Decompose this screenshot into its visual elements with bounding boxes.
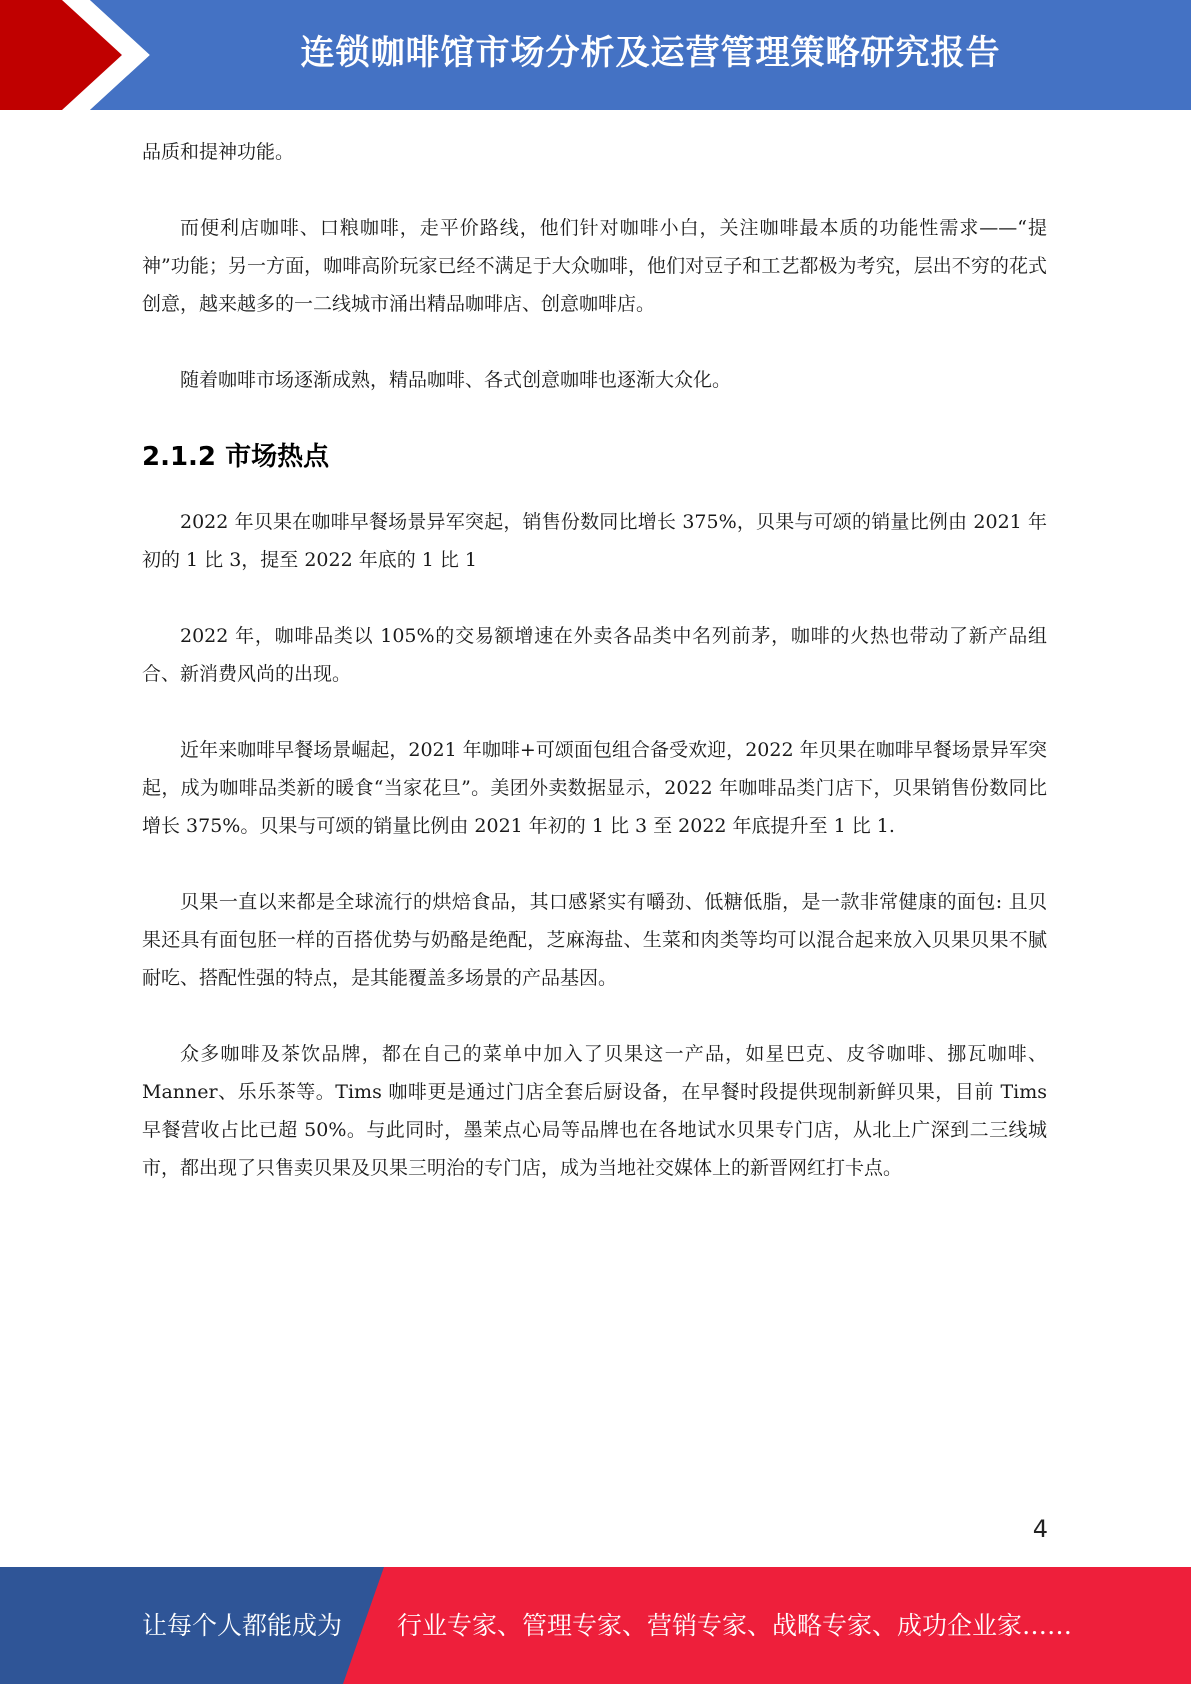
paragraph: 贝果一直以来都是全球流行的烘焙食品，其口感紧实有嚼劲、低糖低脂，是一款非常健康的面包: 且贝果还具有面包胚一样的百搭优势与奶酪是绝配，芝麻海盐、生菜和肉类等均可以混合起来放入贝果贝果不腻耐吃、搭配性强的特点，是其能覆盖多场景的产品基因。 — [142, 891, 1047, 989]
paragraph: 随着咖啡市场逐渐成熟，精品咖啡、各式创意咖啡也逐渐大众化。 — [180, 369, 732, 391]
footer-slogan-left: 让每个人都能成为 — [142, 1611, 343, 1640]
paragraph: 而便利店咖啡、口粮咖啡，走平价路线，他们针对咖啡小白，关注咖啡最本质的功能性需求——“提神”功能；另一方面，咖啡高阶玩家已经不满足于大众咖啡，他们对豆子和工艺都极为考究，层出不穷的花式创意，越来越多的一二线城市涌出精品咖啡店、创意咖啡店。 — [142, 217, 1047, 315]
paragraph: 2022 年，咖啡品类以 105%的交易额增速在外卖各品类中名列前茅，咖啡的火热也带动了新产品组合、新消费风尚的出现。 — [142, 625, 1047, 685]
header-arrow-decoration — [0, 0, 160, 110]
report-title: 连锁咖啡馆市场分析及运营管理策略研究报告 — [300, 33, 1001, 73]
footer-slogan-right: 行业专家、管理专家、营销专家、战略专家、成功企业家…… — [397, 1611, 1073, 1640]
page-footer — [0, 1567, 1191, 1684]
page-header — [0, 0, 1191, 110]
paragraph: 近年来咖啡早餐场景崛起，2021 年咖啡+可颂面包组合备受欢迎，2022 年贝果在咖啡早餐场景异军突起，成为咖啡品类新的暖食“当家花旦”。美团外卖数据显示，2022 年咖啡品类门店下，贝果销售份数同比增长 375%。贝果与可颂的销量比例由 2021 年初的 1 比 3 至 2022 年底提升至 1 比 1. — [142, 739, 1047, 837]
page-number: 4 — [1032, 1515, 1048, 1543]
paragraph: 品质和提神功能。 — [142, 141, 295, 163]
section-heading: 2.1.2 市场热点 — [142, 442, 330, 472]
paragraph: 众多咖啡及茶饮品牌，都在自己的菜单中加入了贝果这一产品，如星巴克、皮爷咖啡、挪瓦咖啡、Manner、乐乐茶等。Tims 咖啡更是通过门店全套后厨设备，在早餐时段提供现制新鲜贝果，目前 Tims 早餐营收占比已超 50%。与此同时，墨茉点心局等品牌也在各地试水贝果专门店，从北上广深到二三线城市，都出现了只售卖贝果及贝果三明治的专门店，成为当地社交媒体上的新晋网红打卡点。 — [142, 1043, 1047, 1179]
document-body — [142, 133, 1047, 1187]
paragraph: 2022 年贝果在咖啡早餐场景异军突起，销售份数同比增长 375%，贝果与可颂的销量比例由 2021 年初的 1 比 3，提至 2022 年底的 1 比 1 — [142, 511, 1047, 571]
